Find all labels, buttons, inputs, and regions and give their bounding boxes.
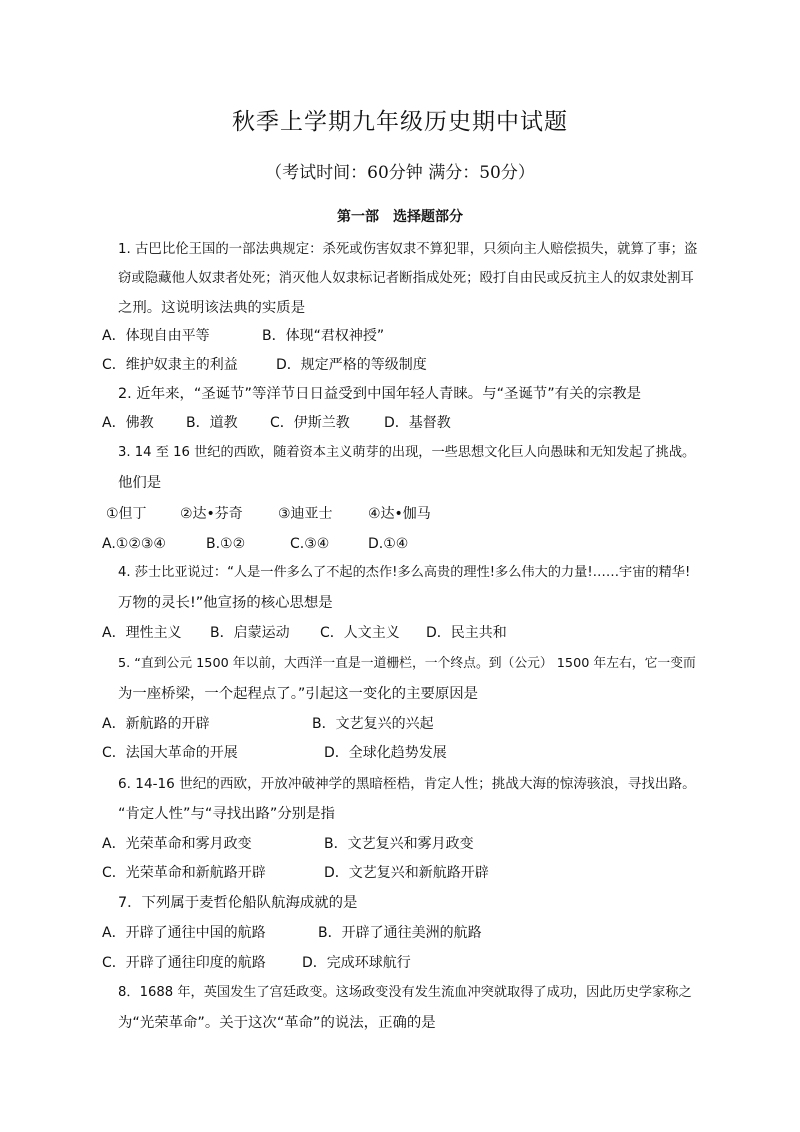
exam-info: （考试时间：60分钟 满分：50分） — [265, 163, 535, 183]
q1-option-c: C．维护奴隶主的利益 — [102, 357, 238, 373]
question-5-line-1: 5. “直到公元 1500 年以前，大西洋一直是一道栅栏，一个终点。到（公元） 1500 年左右，它一变而 — [118, 656, 696, 671]
q7-option-d: D．完成环球航行 — [302, 955, 411, 971]
q2-option-b: B．道教 — [186, 415, 238, 431]
q3-option-a: A.①②③④ — [102, 536, 166, 552]
q3-item-2: ②达•芬奇 — [180, 506, 243, 522]
question-4-line-1: 4. 莎士比亚说过：“人是一件多么了不起的杰作!多么高贵的理性!多么伟大的力量!……宇宙的精华! — [118, 565, 691, 580]
q6-option-b: B．文艺复兴和雾月政变 — [324, 836, 474, 852]
q3-item-4: ④达•伽马 — [368, 506, 431, 522]
question-7-line-1: 7．下列属于麦哲伦船队航海成就的是 — [118, 895, 358, 911]
q7-option-a: A．开辟了通往中国的航路 — [102, 925, 266, 941]
q6-option-d: D．文艺复兴和新航路开辟 — [324, 865, 489, 881]
q5-option-a: A．新航路的开辟 — [102, 716, 210, 732]
q2-option-d: D．基督教 — [384, 415, 451, 431]
question-1-line-1: 1. 古巴比伦王国的一部法典规定：杀死或伤害奴隶不算犯罪，只须向主人赔偿损失，就算了事；盗 — [118, 242, 698, 257]
q6-option-a: A．光荣革命和雾月政变 — [102, 836, 252, 852]
q3-option-b: B.①② — [206, 536, 246, 552]
q3-option-d: D.①④ — [368, 536, 409, 552]
question-1-line-2: 窃或隐藏他人奴隶者处死；消灭他人奴隶标记者断指成处死；殴打自由民或反抗主人的奴隶处割耳 — [118, 271, 694, 286]
question-6-line-1: 6. 14-16 世纪的西欧，开放冲破神学的黑暗桎梏，肯定人性；挑战大海的惊涛骇浪，寻找出路。 — [118, 776, 696, 792]
question-8-line-1: 8．1688 年，英国发生了宫廷政变。这场政变没有发生流血冲突就取得了成功，因此历史学家称之 — [118, 985, 692, 1000]
q5-option-b: B．文艺复兴的兴起 — [312, 716, 434, 732]
q7-option-c: C．开辟了通往印度的航路 — [102, 955, 266, 971]
q1-option-d: D．规定严格的等级制度 — [276, 357, 427, 373]
q2-option-a: A．佛教 — [102, 415, 154, 431]
q4-option-c: C．人文主义 — [320, 625, 400, 641]
question-1-line-3: 之刑。这说明该法典的实质是 — [118, 300, 306, 316]
q3-item-1: ①但丁 — [106, 506, 147, 522]
question-2-line-1: 2. 近年来，“圣诞节”等洋节日日益受到中国年轻人青睐。与“圣诞节”有关的宗教是 — [118, 386, 642, 402]
question-5-line-2: 为一座桥梁，一个起程点了。”引起这一变化的主要原因是 — [118, 686, 479, 702]
question-3-line-1: 3. 14 至 16 世纪的西欧，随着资本主义萌芽的出现，一些思想文化巨人向愚昧和无知发起了挑战。 — [118, 445, 696, 460]
q1-option-b: B．体现“君权神授” — [262, 328, 385, 344]
question-8-line-2: 为“光荣革命”。关于这次“革命”的说法，正确的是 — [118, 1015, 436, 1031]
q7-option-b: B．开辟了通往美洲的航路 — [318, 925, 482, 941]
q2-option-c: C．伊斯兰教 — [270, 415, 350, 431]
page-title: 秋季上学期九年级历史期中试题 — [232, 109, 568, 135]
q4-option-a: A．理性主义 — [102, 625, 182, 641]
q3-item-3: ③迪亚士 — [278, 506, 333, 522]
q4-option-b: B．启蒙运动 — [210, 625, 290, 641]
section-heading: 第一部 选择题部分 — [337, 209, 463, 225]
q3-option-c: C.③④ — [290, 536, 330, 552]
q1-option-a: A．体现自由平等 — [102, 328, 210, 344]
q5-option-c: C．法国大革命的开展 — [102, 745, 238, 761]
question-6-line-2: “肯定人性”与“寻找出路”分别是指 — [118, 806, 335, 822]
question-3-line-2: 他们是 — [118, 475, 162, 491]
q4-option-d: D．民主共和 — [426, 625, 507, 641]
q5-option-d: D．全球化趋势发展 — [324, 745, 447, 761]
question-4-line-2: 万物的灵长!”他宣扬的核心思想是 — [118, 595, 333, 611]
q6-option-c: C．光荣革命和新航路开辟 — [102, 865, 266, 881]
